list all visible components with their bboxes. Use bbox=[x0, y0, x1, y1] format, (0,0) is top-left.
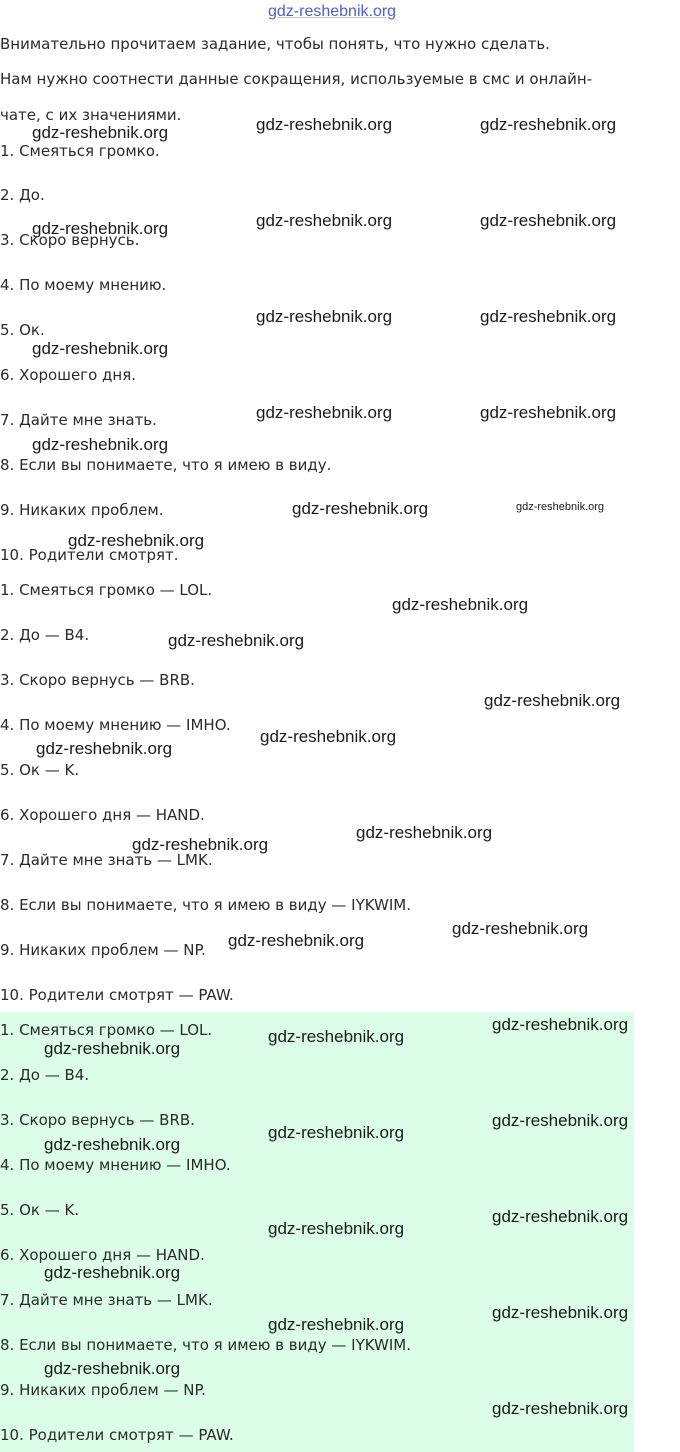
answer-item: 8. Если вы понимаете, что я имею в виду — IYKWIM. bbox=[0, 1336, 411, 1354]
watermark: gdz-reshebnik.org bbox=[268, 1315, 405, 1334]
watermark: gdz-reshebnik.org bbox=[44, 1135, 181, 1154]
meaning-item: 6. Хорошего дня. bbox=[0, 366, 136, 384]
watermark: gdz-reshebnik.org bbox=[168, 631, 305, 650]
meaning-item: 7. Дайте мне знать. bbox=[0, 411, 157, 429]
match-item: 5. Ок — K. bbox=[0, 761, 80, 779]
match-item: 2. До — B4. bbox=[0, 626, 90, 644]
watermark: gdz-reshebnik.org bbox=[480, 115, 617, 134]
watermark: gdz-reshebnik.org bbox=[492, 1015, 629, 1034]
match-item: 3. Скоро вернусь — BRB. bbox=[0, 671, 195, 689]
watermark: gdz-reshebnik.org bbox=[480, 211, 617, 230]
watermark: gdz-reshebnik.org bbox=[516, 501, 605, 513]
answer-item: 3. Скоро вернусь — BRB. bbox=[0, 1111, 195, 1129]
watermark: gdz-reshebnik.org bbox=[392, 595, 529, 614]
watermark: gdz-reshebnik.org bbox=[32, 339, 169, 358]
meaning-item: 8. Если вы понимаете, что я имею в виду. bbox=[0, 456, 332, 474]
watermark: gdz-reshebnik.org bbox=[260, 727, 397, 746]
answer-item: 1. Смеяться громко — LOL. bbox=[0, 1021, 213, 1039]
watermark-top[interactable]: gdz-reshebnik.org bbox=[268, 3, 397, 20]
watermark: gdz-reshebnik.org bbox=[132, 835, 269, 854]
watermark: gdz-reshebnik.org bbox=[44, 1263, 181, 1282]
answer-item: 9. Никаких проблем — NP. bbox=[0, 1381, 206, 1399]
answer-item: 5. Ок — K. bbox=[0, 1201, 80, 1219]
meaning-item: 2. До. bbox=[0, 186, 45, 204]
watermark: gdz-reshebnik.org bbox=[256, 115, 393, 134]
meaning-item: 9. Никаких проблем. bbox=[0, 501, 164, 519]
watermark: gdz-reshebnik.org bbox=[480, 403, 617, 422]
watermark: gdz-reshebnik.org bbox=[268, 1123, 405, 1142]
intro-line-3: чате, с их значениями. bbox=[0, 106, 182, 124]
match-item: 1. Смеяться громко — LOL. bbox=[0, 581, 213, 599]
watermark: gdz-reshebnik.org bbox=[44, 1039, 181, 1058]
meaning-item: 4. По моему мнению. bbox=[0, 276, 167, 294]
watermark: gdz-reshebnik.org bbox=[268, 1027, 405, 1046]
watermark: gdz-reshebnik.org bbox=[36, 739, 173, 758]
watermark: gdz-reshebnik.org bbox=[44, 1359, 181, 1378]
meaning-item: 10. Родители смотрят. bbox=[0, 546, 179, 564]
watermark: gdz-reshebnik.org bbox=[484, 691, 621, 710]
intro-line-1: Внимательно прочитаем задание, чтобы понять, что нужно сделать. bbox=[0, 35, 550, 53]
watermark: gdz-reshebnik.org bbox=[492, 1111, 629, 1130]
answer-item: 4. По моему мнению — IMHO. bbox=[0, 1156, 231, 1174]
watermark: gdz-reshebnik.org bbox=[256, 211, 393, 230]
match-item: 7. Дайте мне знать — LMK. bbox=[0, 851, 213, 869]
watermark: gdz-reshebnik.org bbox=[452, 919, 589, 938]
match-item: 9. Никаких проблем — NP. bbox=[0, 941, 206, 959]
watermark: gdz-reshebnik.org bbox=[256, 403, 393, 422]
watermark: gdz-reshebnik.org bbox=[256, 307, 393, 326]
watermark: gdz-reshebnik.org bbox=[492, 1207, 629, 1226]
watermark: gdz-reshebnik.org bbox=[292, 499, 429, 518]
meaning-item: 5. Ок. bbox=[0, 321, 45, 339]
answer-item: 10. Родители смотрят — PAW. bbox=[0, 1426, 234, 1444]
answer-item: 6. Хорошего дня — HAND. bbox=[0, 1246, 205, 1264]
match-item: 6. Хорошего дня — HAND. bbox=[0, 806, 205, 824]
watermark: gdz-reshebnik.org bbox=[32, 435, 169, 454]
match-item: 4. По моему мнению — IMHO. bbox=[0, 716, 231, 734]
answer-item: 7. Дайте мне знать — LMK. bbox=[0, 1291, 213, 1309]
match-item: 8. Если вы понимаете, что я имею в виду — IYKWIM. bbox=[0, 896, 411, 914]
watermark: gdz-reshebnik.org bbox=[68, 531, 205, 550]
watermark: gdz-reshebnik.org bbox=[480, 307, 617, 326]
watermark: gdz-reshebnik.org bbox=[356, 823, 493, 842]
watermark: gdz-reshebnik.org bbox=[32, 219, 169, 238]
watermark: gdz-reshebnik.org bbox=[32, 123, 169, 142]
match-item: 10. Родители смотрят — PAW. bbox=[0, 986, 234, 1004]
answer-item: 2. До — B4. bbox=[0, 1066, 90, 1084]
watermark: gdz-reshebnik.org bbox=[492, 1399, 629, 1418]
meaning-item: 1. Смеяться громко. bbox=[0, 142, 160, 160]
watermark: gdz-reshebnik.org bbox=[492, 1303, 629, 1322]
meaning-item: 3. Скоро вернусь. bbox=[0, 231, 140, 249]
watermark: gdz-reshebnik.org bbox=[268, 1219, 405, 1238]
watermark: gdz-reshebnik.org bbox=[228, 931, 365, 950]
intro-line-2: Нам нужно соотнести данные сокращения, используемые в смс и онлайн- bbox=[0, 70, 593, 88]
